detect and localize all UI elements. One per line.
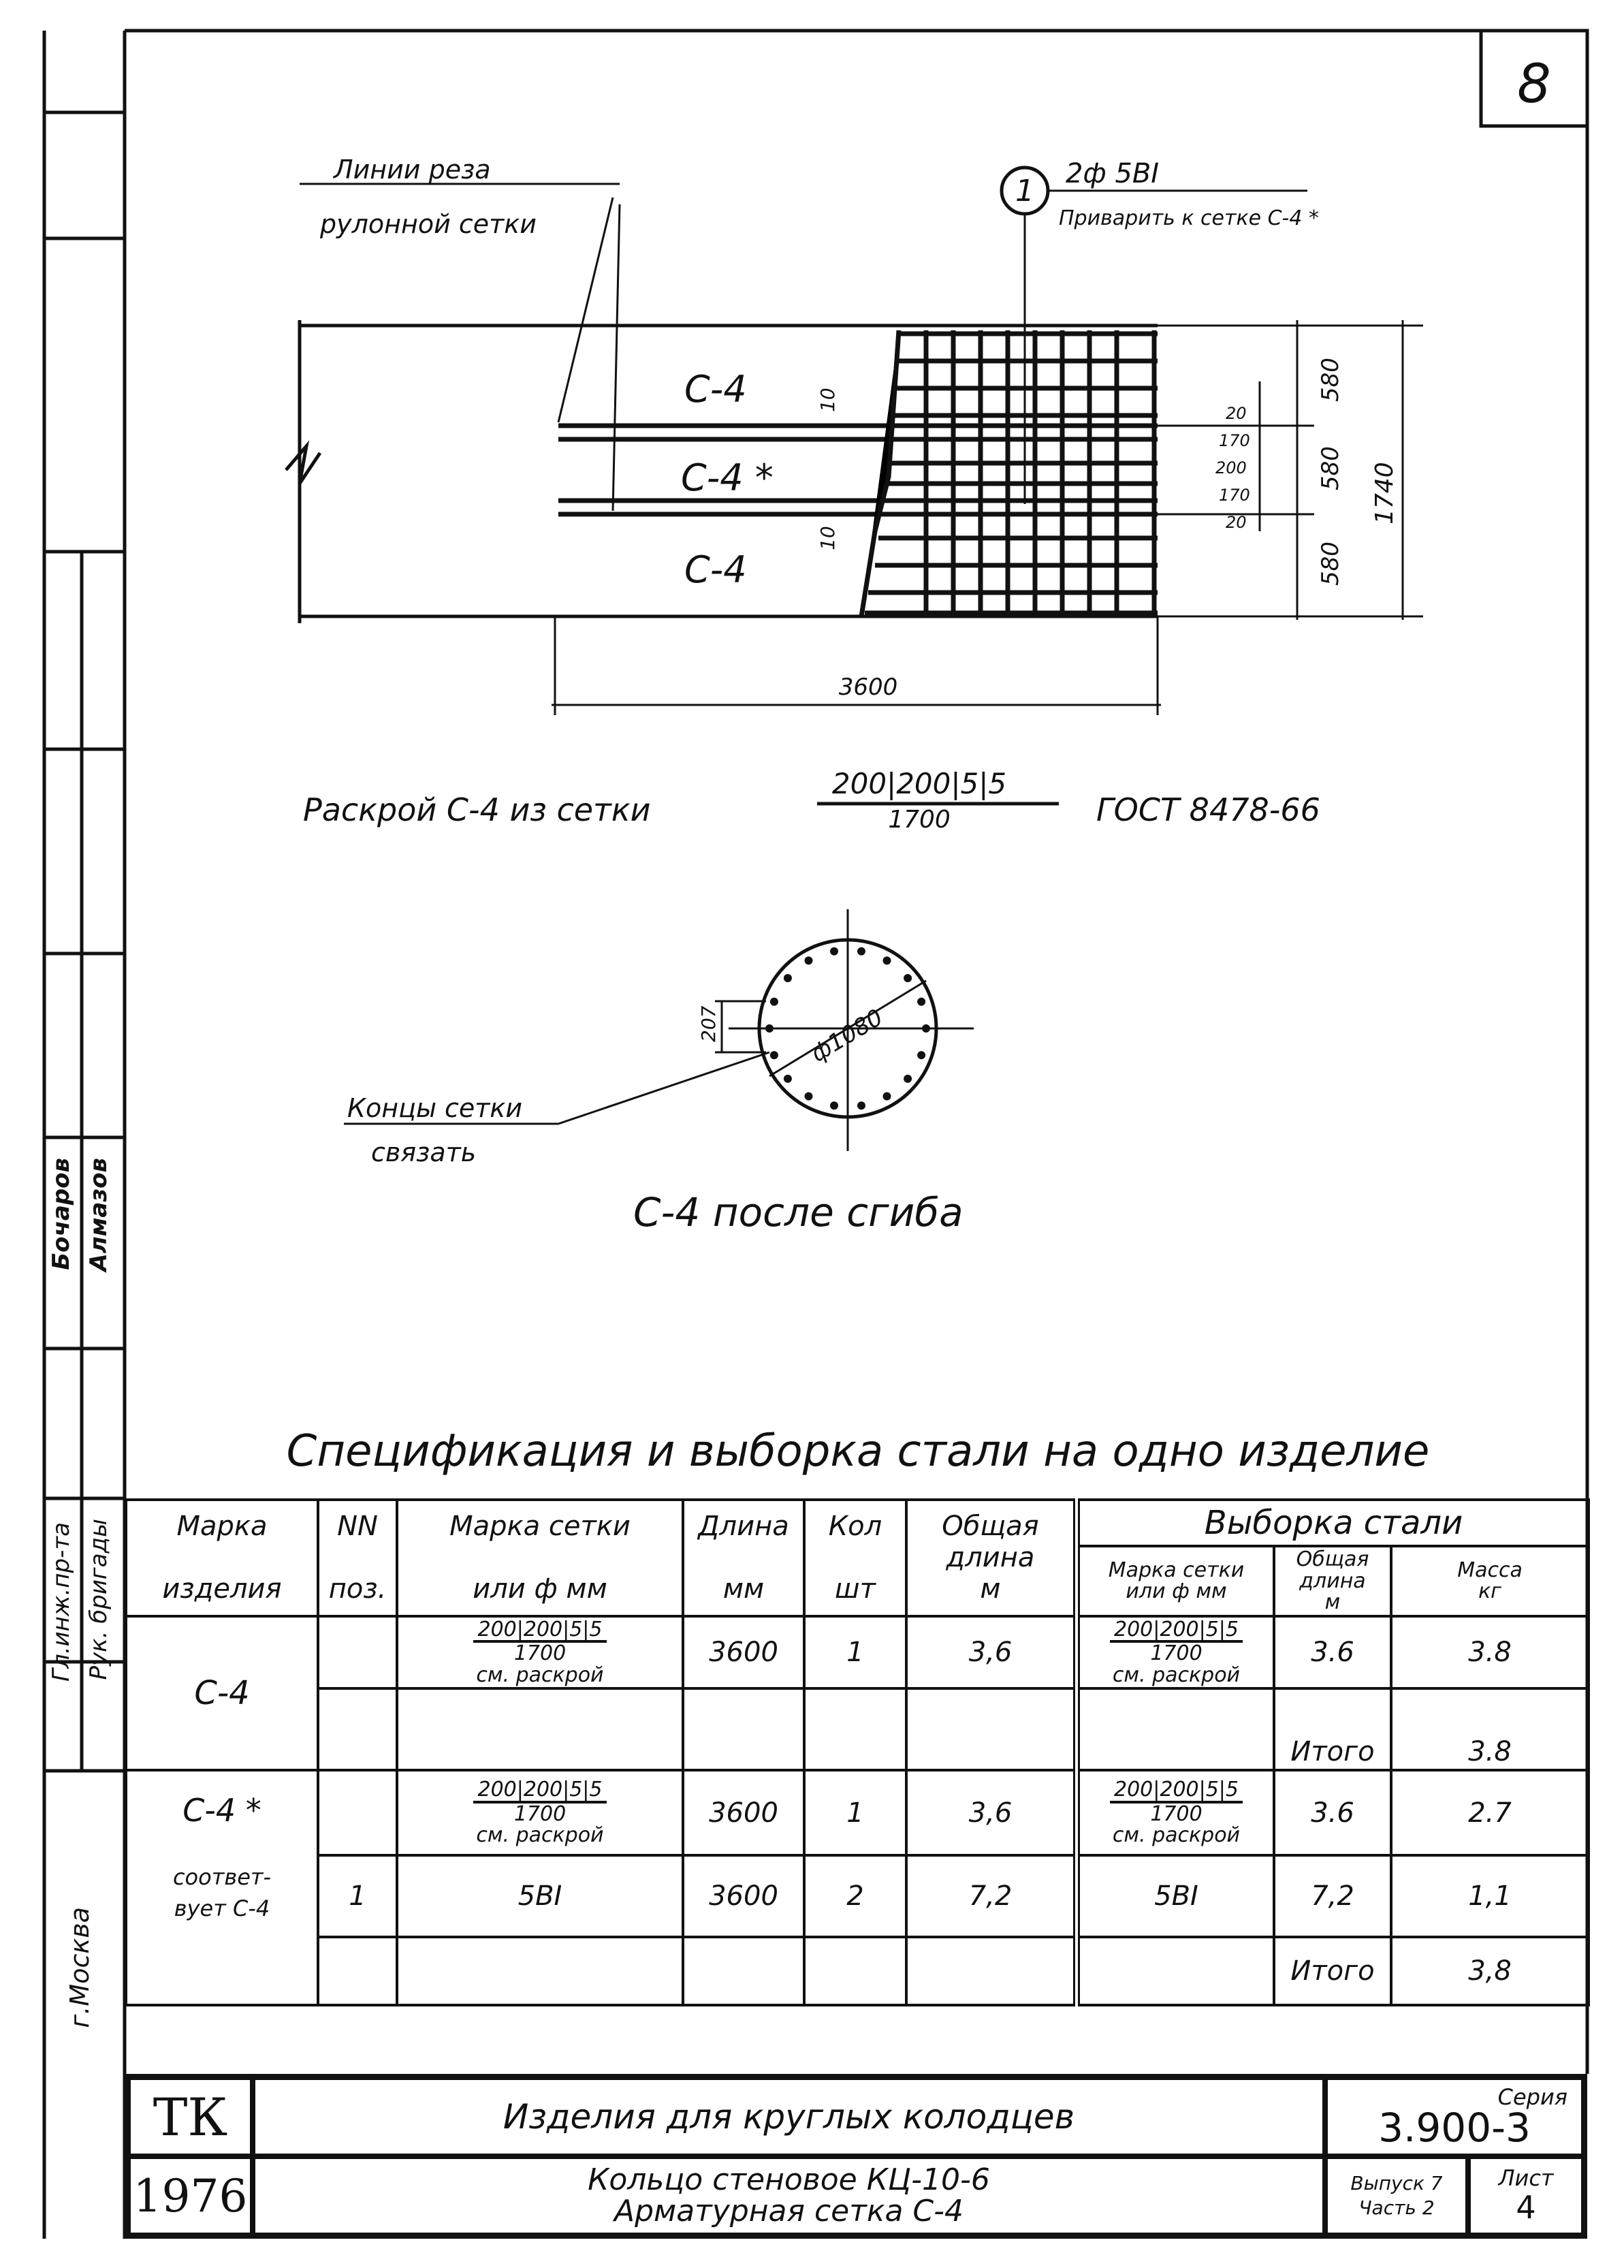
cell-empty — [397, 1688, 683, 1770]
sheet-number: 8 — [1517, 54, 1551, 115]
cell-empty — [318, 1937, 397, 2005]
cell-empty — [906, 1688, 1077, 1770]
tb-issue — [1325, 2156, 1468, 2235]
tb-issue-label: Выпуск 7 — [1350, 2171, 1443, 2194]
cutting-frac-num: 200|200|5|5 — [831, 767, 1007, 800]
tb-title-3: Арматурная сетка С-4 — [614, 2194, 964, 2228]
ring-rebar-dot — [770, 1051, 778, 1059]
table-row — [126, 1770, 1589, 1855]
ring-rebar-dot — [857, 1101, 865, 1109]
ring-caption: С-4 после сгиба — [633, 1189, 964, 1235]
dim-580-b: 580 — [1317, 446, 1344, 490]
cell-pos — [318, 1616, 397, 1689]
table-row — [126, 1688, 1589, 1770]
cell-sel-mass: 1,1 — [1391, 1855, 1589, 1937]
cutting-gost: ГОСТ 8478-66 — [1096, 791, 1320, 828]
header-total-length: Общая длина м — [906, 1500, 1077, 1616]
dim-20-a: 20 — [1226, 404, 1247, 423]
tb-sheet-label: Лист — [1498, 2165, 1554, 2192]
cut-leader — [613, 204, 620, 511]
cell-sel-length: 3.6 — [1274, 1770, 1391, 1855]
ring-ends-leader — [558, 1052, 769, 1124]
strip-label-top: С-4 — [684, 368, 747, 411]
cell-sel-length: 7,2 — [1274, 1855, 1391, 1937]
table-row — [126, 1616, 1589, 1689]
cell-total: 7,2 — [906, 1855, 1077, 1937]
position-callout-1: 2ф 5ВI — [1066, 158, 1160, 189]
cutting-label: Раскрой С-4 из сетки — [303, 791, 651, 828]
cell-itogo: Итого — [1274, 1688, 1391, 1770]
cell-empty — [804, 1688, 906, 1770]
break-symbol — [286, 446, 320, 484]
gap-dim-top: 10 — [816, 388, 839, 412]
tb-title-2: Кольцо стеновое КЦ-10-6 — [588, 2162, 990, 2197]
strip-label-bot: С-4 — [684, 548, 747, 591]
position-marker-number: 1 — [1015, 174, 1034, 208]
cell-sel-mesh: 5ВI — [1077, 1855, 1274, 1937]
ring-ends-2: связать — [371, 1137, 477, 1167]
table-row — [126, 1855, 1589, 1937]
cell-mesh: 5ВI — [397, 1855, 683, 1937]
cell-total: 3,6 — [906, 1616, 1077, 1689]
tb-title-2-3 — [253, 2156, 1325, 2235]
ring-ends-1: Концы сетки — [347, 1093, 523, 1123]
cell-empty — [318, 1688, 397, 1770]
tb-sheet — [1468, 2156, 1584, 2235]
cell-length: 3600 — [683, 1616, 804, 1689]
cell-empty — [1077, 1937, 1274, 2005]
dim-580-c: 580 — [1317, 541, 1344, 586]
mesh-grid — [861, 330, 1158, 616]
tb-series-label: Серия — [1497, 2084, 1567, 2110]
cell-mark: С-4 — [126, 1616, 318, 1771]
header-mark: Марка изделия — [126, 1500, 318, 1616]
side-name-1: Бочаров — [48, 1158, 75, 1270]
cell-pos — [318, 1770, 397, 1855]
tb-year: 1976 — [128, 2156, 253, 2235]
ring-rebar-dot — [883, 956, 891, 964]
cell-mesh: $\frac{200|200|5|5}{1700}$ см. раскрой — [397, 1616, 683, 1689]
title-block — [125, 2074, 1587, 2239]
cut-leader — [558, 198, 613, 422]
ring-rebar-dot — [917, 1051, 925, 1059]
dim-170-a: 170 — [1219, 431, 1250, 450]
ring-rebar-dot — [784, 974, 792, 982]
cell-pos: 1 — [318, 1855, 397, 1937]
side-name-2: Алмазов — [85, 1158, 112, 1272]
cell-mesh: $\frac{200|200|5|5}{1700}$ см. раскрой — [397, 1770, 683, 1855]
dim-20-b: 20 — [1226, 513, 1247, 532]
cutting-frac-den: 1700 — [888, 806, 951, 834]
header-sel-length: Общая длина м — [1274, 1546, 1391, 1616]
cell-empty — [804, 1937, 906, 2005]
side-role-2: Рук. бригады — [85, 1519, 112, 1680]
cell-qty: 1 — [804, 1616, 906, 1689]
ring-rebar-dot — [917, 998, 925, 1006]
ring-rebar-dot — [904, 1075, 912, 1083]
cell-empty — [397, 1937, 683, 2005]
dim-3600: 3600 — [838, 674, 898, 701]
ring-rebar-dot — [883, 1092, 891, 1101]
cell-empty — [683, 1688, 804, 1770]
ring-rebar-dot — [770, 998, 778, 1006]
ring-rebar-dot — [857, 947, 865, 956]
gap-dim-bot: 10 — [816, 526, 839, 550]
cut-label-1: Линии реза — [334, 155, 491, 185]
dim-580-a: 580 — [1317, 358, 1344, 402]
ring-rebar-dot — [805, 1092, 813, 1101]
cell-itogo-mass: 3,8 — [1391, 1937, 1589, 2005]
header-sel-mesh: Марка сетки или ф мм — [1077, 1546, 1274, 1616]
cell-sel-mass: 3.8 — [1391, 1616, 1589, 1689]
cell-qty: 2 — [804, 1855, 906, 1937]
ring-rebar-dot — [922, 1024, 930, 1033]
cut-label-2: рулонной сетки — [320, 209, 537, 239]
strip-label-mid: С-4 * — [681, 456, 774, 499]
tb-title-1: Изделия для круглых колодцев — [253, 2077, 1325, 2156]
spec-title: Спецификация и выборка стали на одно изделие — [286, 1426, 1430, 1477]
cell-sel-mass: 2.7 — [1391, 1770, 1589, 1855]
header-pos: NN поз. — [318, 1500, 397, 1616]
ring-rebar-dot — [805, 956, 813, 964]
ring-rebar-dot — [830, 947, 838, 956]
cell-empty — [906, 1937, 1077, 2005]
dim-200: 200 — [1215, 458, 1247, 477]
tb-series — [1325, 2077, 1584, 2156]
header-selection: Выборка стали — [1077, 1500, 1589, 1546]
tb-sheet-value: 4 — [1516, 2189, 1536, 2226]
cell-itogo: Итого — [1274, 1937, 1391, 2005]
tb-org: ТК — [128, 2077, 253, 2156]
ring-rebar-dot — [784, 1075, 792, 1083]
spec-table — [125, 1498, 1590, 2006]
cell-sel-length: 3.6 — [1274, 1616, 1391, 1689]
ring-diameter: ф1080 — [806, 1003, 888, 1068]
ring-rebar-dot — [904, 974, 912, 982]
cell-sel-mesh: $\frac{200|200|5|5}{1700}$ см. раскрой — [1077, 1770, 1274, 1855]
cell-sel-mesh: $\frac{200|200|5|5}{1700}$ см. раскрой — [1077, 1616, 1274, 1689]
ring-dim-207-label: 207 — [697, 1005, 720, 1042]
side-city: г.Москва — [65, 1907, 95, 2028]
cell-length: 3600 — [683, 1770, 804, 1855]
table-row — [126, 1937, 1589, 2005]
cell-qty: 1 — [804, 1770, 906, 1855]
header-mesh: Марка сетки или ф мм — [397, 1500, 683, 1616]
side-role-1: Гл.инж.пр-та — [48, 1522, 75, 1682]
dim-1740: 1740 — [1371, 462, 1399, 524]
header-qty: Кол шт — [804, 1500, 906, 1616]
cell-total: 3,6 — [906, 1770, 1077, 1855]
tb-part-label: Часть 2 — [1358, 2196, 1435, 2219]
table-header-row — [126, 1500, 1589, 1546]
cell-itogo-mass: 3.8 — [1391, 1688, 1589, 1770]
dim-170-b: 170 — [1219, 486, 1250, 505]
cell-mark: С-4 * соответ- вует С-4 — [126, 1770, 318, 2005]
header-sel-mass: Масса кг — [1391, 1546, 1589, 1616]
tb-series-value: 3.900-3 — [1378, 2105, 1531, 2151]
ring-rebar-dot — [765, 1024, 774, 1033]
ring-rebar-dot — [830, 1101, 838, 1109]
position-callout-2: Приварить к сетке С-4 * — [1059, 206, 1319, 230]
cell-empty — [1077, 1688, 1274, 1770]
header-length: Длина мм — [683, 1500, 804, 1616]
cell-length: 3600 — [683, 1855, 804, 1937]
cell-empty — [683, 1937, 804, 2005]
